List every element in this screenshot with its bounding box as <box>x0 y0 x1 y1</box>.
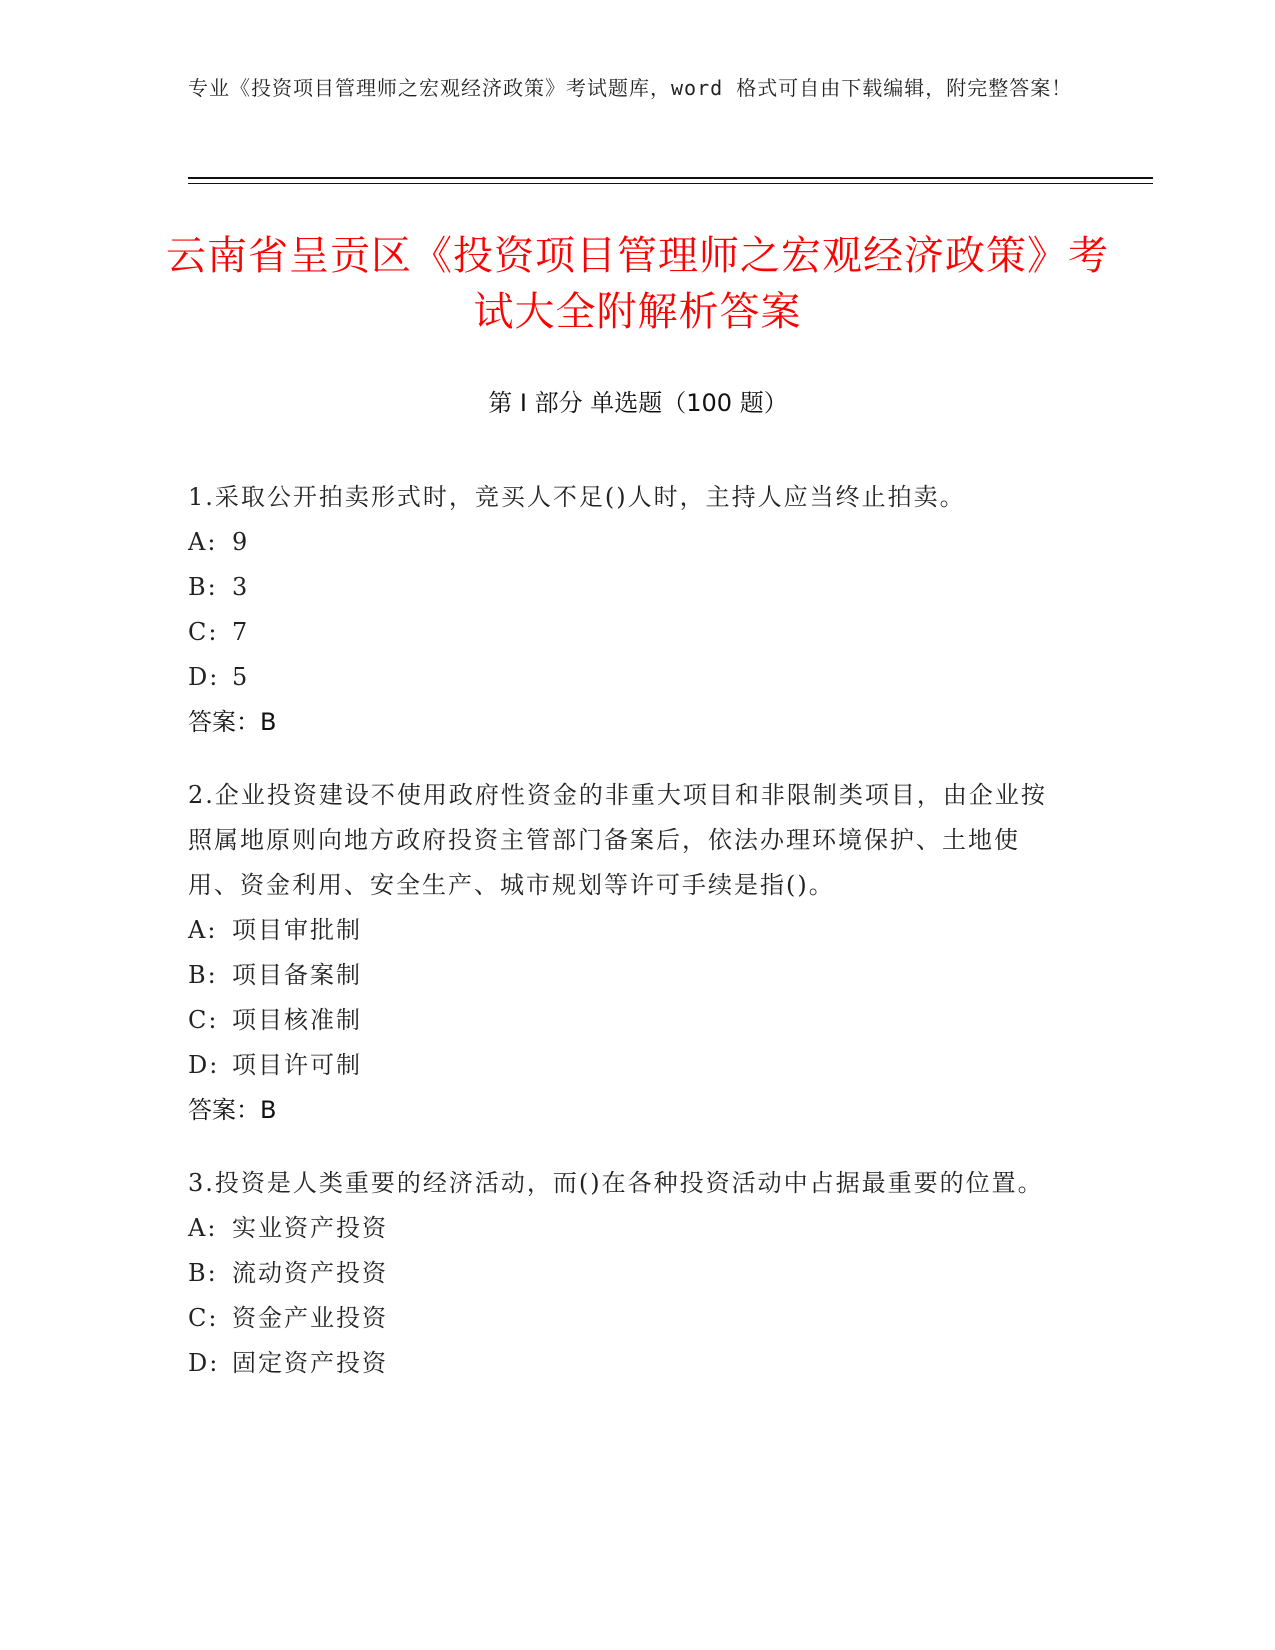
option-text: 5 <box>232 663 250 691</box>
answer: 答案：B <box>188 1096 277 1124</box>
answer: 答案：B <box>188 708 277 736</box>
option-text: 流动资产投资 <box>232 1259 388 1287</box>
option-c <box>188 610 1068 655</box>
question-stem: 3.投资是人类重要的经济活动，而()在各种投资活动中占据最重要的位置。 <box>188 1169 1044 1197</box>
option-b <box>188 565 1068 610</box>
option-text: 资金产业投资 <box>232 1304 388 1332</box>
header-divider <box>188 177 1153 179</box>
question-1 <box>188 475 1068 745</box>
option-text: 3 <box>232 573 250 601</box>
option-letter: B: <box>188 573 218 601</box>
option-a <box>188 520 1068 565</box>
question-stem: 1.采取公开拍卖形式时，竞买人不足()人时，主持人应当终止拍卖。 <box>188 483 966 511</box>
option-letter: A: <box>188 916 218 944</box>
option-text: 项目审批制 <box>232 916 362 944</box>
option-b <box>188 953 1068 998</box>
option-text: 实业资产投资 <box>232 1214 388 1242</box>
option-letter: C: <box>188 1304 219 1332</box>
option-text: 项目核准制 <box>232 1006 362 1034</box>
option-letter: A: <box>188 1214 218 1242</box>
option-a <box>188 1206 1068 1251</box>
option-letter: D: <box>188 663 220 691</box>
section-heading: 第 I 部分 单选题（100 题） <box>488 389 788 417</box>
option-d <box>188 1341 1068 1386</box>
option-text: 固定资产投资 <box>232 1349 388 1377</box>
option-text: 9 <box>232 528 250 556</box>
option-text: 项目备案制 <box>232 961 362 989</box>
option-letter: D: <box>188 1051 220 1079</box>
option-letter: A: <box>188 528 218 556</box>
option-letter: B: <box>188 961 218 989</box>
question-list <box>188 475 1068 1414</box>
option-c <box>188 1296 1068 1341</box>
option-letter: B: <box>188 1259 218 1287</box>
option-a <box>188 908 1068 953</box>
question-2 <box>188 773 1068 1133</box>
header-divider-thin <box>188 183 1153 184</box>
option-text: 项目许可制 <box>232 1051 362 1079</box>
option-d <box>188 655 1068 700</box>
header-note: 专业《投资项目管理师之宏观经济政策》考试题库，word 格式可自由下载编辑，附完整答案！ <box>188 76 1073 100</box>
question-3 <box>188 1161 1068 1386</box>
option-letter: D: <box>188 1349 220 1377</box>
option-d <box>188 1043 1068 1088</box>
option-letter: C: <box>188 618 219 646</box>
question-stem: 2.企业投资建设不使用政府性资金的非重大项目和非限制类项目，由企业按照属地原则向地方政府投资主管部门备案后，依法办理环境保护、土地使用、资金利用、安全生产、城市规划等许可手续是指()。 <box>188 781 1047 899</box>
document-title: 云南省呈贡区《投资项目管理师之宏观经济政策》考试大全附解析答案 <box>166 233 1109 335</box>
option-letter: C: <box>188 1006 219 1034</box>
option-text: 7 <box>232 618 250 646</box>
option-b <box>188 1251 1068 1296</box>
option-c <box>188 998 1068 1043</box>
